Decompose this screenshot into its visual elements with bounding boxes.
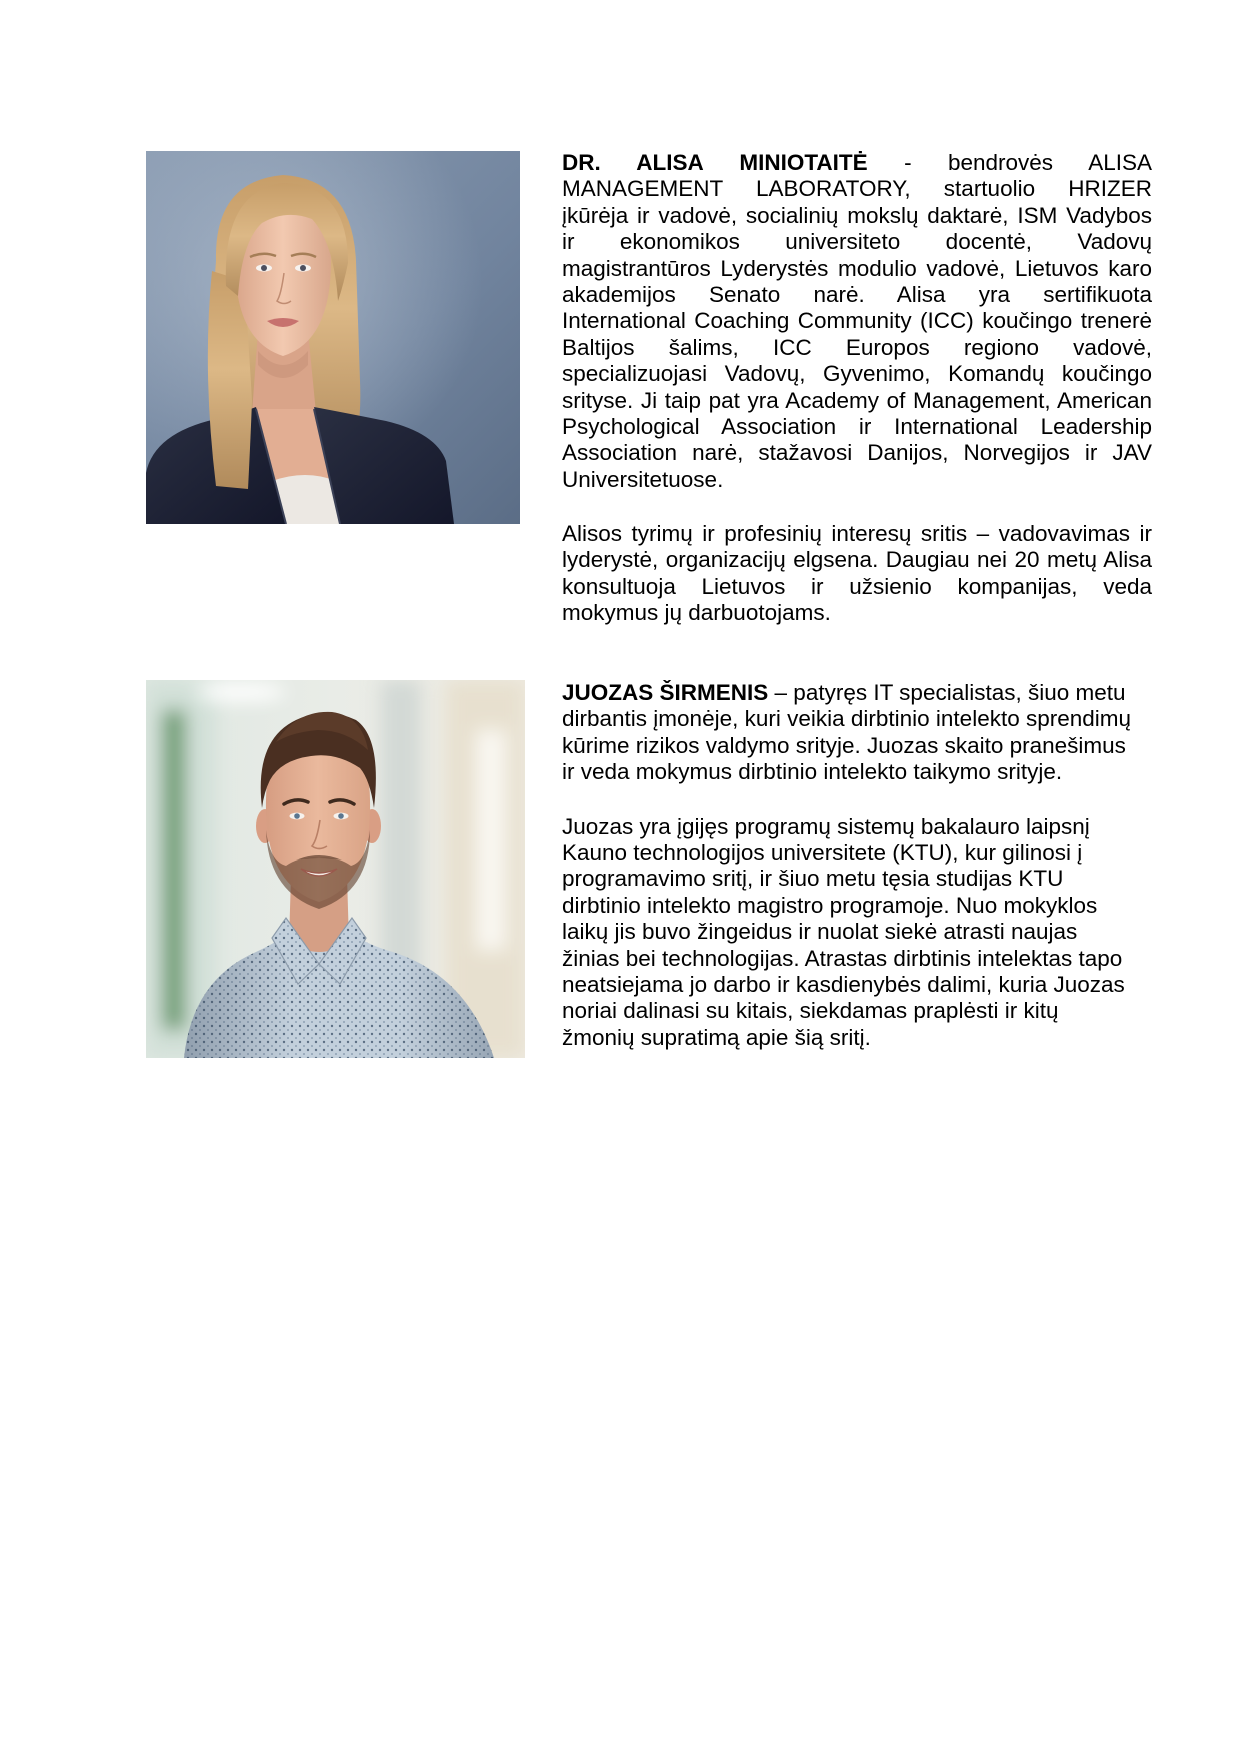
text-line	[562, 176, 1152, 202]
text-line	[562, 998, 1152, 1024]
text-line	[562, 547, 1152, 573]
text-line	[562, 150, 1152, 176]
text-line	[562, 361, 1152, 387]
text-line-content: specializuojasi Vadovų, Gyvenimo, Komandų koučingo	[562, 361, 1152, 387]
text-line	[562, 414, 1152, 440]
text-line-content: dirbtinio intelekto magistro programoje. Nuo mokyklos	[562, 892, 1098, 918]
text-line-content: srityse. Ji taip pat yra Academy of Management, American	[562, 387, 1152, 413]
portrait-photo	[146, 680, 525, 1058]
text-line-content: Association narė, stažavosi Danijos, Norvegijos ir JAV	[562, 440, 1152, 466]
text-line	[562, 814, 1152, 840]
text-line-content: Kauno technologijos universitete (KTU), kur gilinosi į	[562, 839, 1083, 865]
text-line-content: - bendrovės ALISA	[904, 150, 1152, 175]
text-line	[562, 256, 1152, 282]
text-line-content: konsultuoja Lietuvos ir užsienio kompanijas, veda	[562, 573, 1152, 599]
text-line-content: – patyręs IT specialistas, šiuo metu	[774, 680, 1126, 705]
text-line	[562, 574, 1152, 600]
text-line	[562, 203, 1152, 229]
text-line-content: Alisos tyrimų ir profesinių interesų sritis – vadovavimas ir	[562, 521, 1152, 547]
text-line-content: kūrime rizikos valdymo srityje. Juozas skaito pranešimus	[562, 732, 1126, 758]
text-line	[562, 388, 1152, 414]
text-line-content: lyderystė, organizacijų elgsena. Daugiau nei 20 metų Alisa	[562, 547, 1152, 573]
person-name: JUOZAS ŠIRMENIS	[562, 680, 769, 705]
portrait-image	[146, 680, 525, 1058]
text-line	[562, 282, 1152, 308]
text-line	[562, 866, 1152, 892]
text-line-content: Psychological Association ir International Leadership	[562, 413, 1152, 439]
text-line-content: International Coaching Community (ICC) koučingo trenerė	[562, 308, 1152, 334]
text-line-content: mokymus jų darbuotojams.	[562, 600, 831, 626]
text-line-content: Juozas yra įgijęs programų sistemų bakalauro laipsnį	[562, 813, 1090, 839]
bio-text	[562, 150, 1152, 627]
text-line	[562, 972, 1152, 998]
text-line-content: Universitetuose.	[562, 466, 724, 492]
bio-paragraph	[562, 521, 1152, 627]
bio-paragraph	[562, 814, 1152, 1052]
text-line	[562, 440, 1152, 466]
text-line	[562, 600, 1152, 626]
text-line	[562, 946, 1152, 972]
text-line-content: ir veda mokymus dirbtinio intelekto taikymo srityje.	[562, 759, 1063, 785]
text-line-content: akademijos Senato narė. Alisa yra sertifikuota	[562, 281, 1152, 307]
text-line-content: žinias bei technologijas. Atrastas dirbtinis intelektas tapo	[562, 945, 1123, 971]
text-line-content: ir ekonomikos universiteto docentė, Vadovų	[562, 229, 1152, 255]
bio-text	[562, 680, 1152, 1051]
text-line	[562, 733, 1152, 759]
text-line	[562, 706, 1152, 732]
text-line	[562, 229, 1152, 255]
text-line-content: įkūrėja ir vadovė, socialinių mokslų daktarė, ISM Vadybos	[562, 202, 1152, 228]
text-line	[562, 680, 1152, 706]
text-line	[562, 840, 1152, 866]
text-line-content: neatsiejama jo darbo ir kasdienybės dalimi, kuria Juozas	[562, 971, 1125, 997]
text-line-content: MANAGEMENT LABORATORY, startuolio HRIZER	[562, 176, 1152, 202]
text-line	[562, 919, 1152, 945]
text-line-content: programavimo sritį, ir šiuo metu tęsia studijas KTU	[562, 866, 1064, 892]
text-line-content: laikų jis buvo žingeidus ir nuolat siekė atrasti naujas	[562, 919, 1078, 945]
text-line	[562, 521, 1152, 547]
text-line	[562, 759, 1152, 785]
text-line	[562, 308, 1152, 334]
text-line	[562, 893, 1152, 919]
text-line	[562, 1025, 1152, 1051]
text-line-content: magistrantūros Lyderystės modulio vadovė, Lietuvos karo	[562, 255, 1152, 281]
text-line-content: žmonių supratimą apie šią sritį.	[562, 1024, 871, 1050]
text-line-content: Baltijos šalims, ICC Europos regiono vadovė,	[562, 334, 1152, 360]
bio-paragraph	[562, 150, 1152, 493]
text-line	[562, 335, 1152, 361]
person-name: DR. ALISA MINIOTAITĖ	[562, 150, 868, 175]
text-line-content: noriai dalinasi su kitais, siekdamas praplėsti ir kitų	[562, 998, 1059, 1024]
portrait-photo	[146, 151, 520, 524]
text-line	[562, 467, 1152, 493]
bio-paragraph	[562, 680, 1152, 786]
portrait-image	[146, 151, 520, 524]
text-line-content: dirbantis įmonėje, kuri veikia dirbtinio intelekto sprendimų	[562, 706, 1132, 732]
